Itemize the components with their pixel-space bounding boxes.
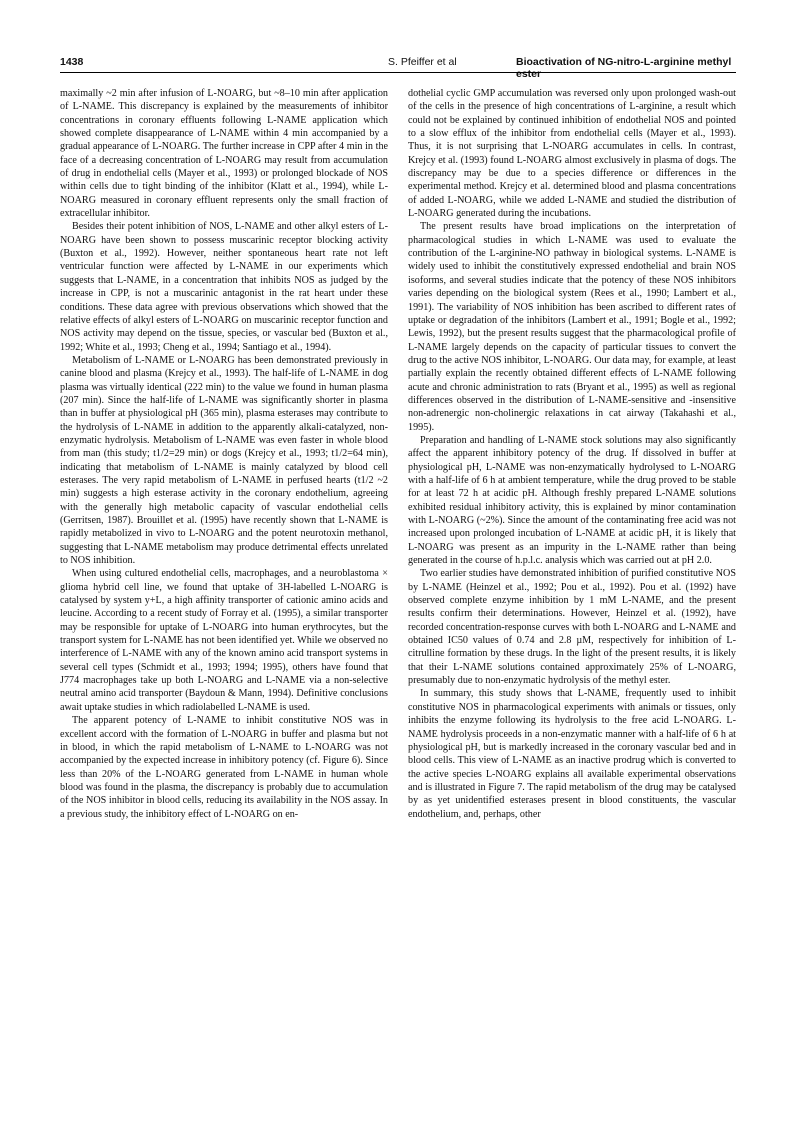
page-number: 1438 [60, 56, 84, 68]
paragraph: Two earlier studies have demonstrated inhibition of purified constitutive NOS by L-NAME (Heinzel et al., 1992; Pou et al., 1992). Pou et al. (1992) have observed complete enzyme inhibition by 1 mM L-NAME, and the present results confirm their determinations. However, Heinzel et al. (1992), have recorded concentration-response curves with both L-NOARG and L-NAME and obtained IC50 values of 0.74 and 2.8 µM, respectively for inhibition of L-citrulline formation by these drugs. In the light of the present results, it is likely that their L-NAME solutions contained approximately 25% of L-NOARG, presumably due to non-enzymatic hydrolysis of the methyl ester. [408, 568, 736, 687]
header-rule [60, 72, 736, 73]
running-authors: S. Pfeiffer et al [388, 56, 457, 68]
paragraph: Besides their potent inhibition of NOS, L-NAME and other alkyl esters of L-NOARG have been shown to possess muscarinic receptor blocking activity (Buxton et al., 1992). However, neither spontaneous heart rate not left ventricular function were affected by L-NAME in our experiments which suggests that L-NAME, in a concentration that inhibits NOS as judged by the increase in CPP, is not a muscarinic antagonist in the rat heart under these conditions. These data agree with previous observations which showed that the relative effects of alkyl esters of L-NOARG on muscarinic receptor function and NOS activity may depend on the tissue, species, or vascular bed (Buxton et al., 1992; White et al., 1993; Cheng et al., 1994; Santiago et al., 1994). [60, 221, 388, 353]
paragraph: dothelial cyclic GMP accumulation was reversed only upon prolonged wash-out of the cells in the presence of high concentrations of L-arginine, a result which could not be explained by continued inhibition of endothelial NOS and pointed to a slow efflux of the inhibitor from endothelial cells (Mayer et al., 1993). Thus, it is not surprising that L-NOARG accumulates in cells. In contrast, Krejcy et al. (1993) found L-NOARG almost exclusively in plasma of dogs. The discrepancy may be due to a species difference or differences in the experimental method. Krejcy et al. determined blood and plasma concentrations of added L-NOARG, while we added L-NAME and studied the distribution of L-NOARG generated during the incubations. [408, 88, 736, 220]
paragraph: When using cultured endothelial cells, macrophages, and a neuroblastoma × glioma hybrid cell line, we found that uptake of 3H-labelled L-NOARG is catalysed by system y+L, a high affinity transporter of cationic amino acids and leucine. According to a recent study of Forray et al. (1995), a similar transporter may be responsible for uptake of L-NOARG into human erythrocytes, but the transport system for L-NAME has not been identified yet. While we observed no interference of L-NAME with any of the known amino acid transport systems in several cell types (Schmidt et al., 1993; 1994; 1995), others have found that J774 macrophages take up both L-NOARG and L-NAME via a non-selective neutral amino acid transporter (Baydoun & Mann, 1994). Definitive conclusions await uptake studies in which radiolabelled L-NAME is used. [60, 568, 388, 713]
paragraph: Metabolism of L-NAME or L-NOARG has been demonstrated previously in canine blood and plasma (Krejcy et al., 1993). The half-life of L-NAME in dog plasma was virtually identical (222 min) to the value we found in human plasma (207 min). Since the half-life of L-NAME was significantly shorter in plasma than in buffer at physiological pH (365 min), plasma esterases may contribute to the hydrolysis of L-NAME in addition to the apparently alkali-catalyzed, non-enzymatic hydrolysis. Metabolism of L-NAME was even faster in whole blood from man (this study; t1/2=29 min) or dogs (Krejcy et al., 1993; t1/2=64 min), indicating that metabolism of L-NAME is mainly catalyzed by blood cell esterases. The very rapid metabolism of L-NAME in perfused hearts (t1/2 ~2 min) suggests a high esterase activity in the coronary endothelium, agreeing with the generally high metabolic capacity of vascular endothelial cells (Gerritsen, 1987). Brouillet et al. (1995) have recently shown that L-NAME is rapidly metabolized in vivo to L-NOARG and the potent neurotoxin methanol, suggesting that L-NAME metabolism may produce detrimental effects unrelated to NOS inhibition. [60, 354, 388, 567]
right-column [408, 87, 736, 1097]
paragraph: Preparation and handling of L-NAME stock solutions may also significantly affect the apparent inhibitory potency of the drug. If dissolved in buffer at physiological pH, L-NAME was non-enzymatically hydrolysed to L-NOARG with a half-life of 6 h at ambient temperature, while the drug proved to be stable for at least 72 h at acidic pH. Although freshly prepared L-NAME solutions exhibited residual inhibitory activity, this is explained by minor contamination with L-NOARG (~2%). Since the amount of the contaminating free acid was not increased upon prolonged incubation of L-NAME at acidic pH, it is likely that L-NOARG was present as an impurity in the L-NAME rather than being generated in the course of h.p.l.c. analysis which was carried out at pH 2.0. [408, 434, 736, 567]
paragraph: The present results have broad implications on the interpretation of pharmacological studies in which L-NAME was used to evaluate the contribution of the L-arginine-NO pathway in biological systems. L-NAME is widely used to inhibit the constitutively expressed endothelial and brain NOS isoforms, and several studies indicate that the potency of these NOS inhibitors varies depending on the biological system (Rees et al., 1990; Lambert et al., 1991). The variability of NOS inhibition has been ascribed to different rates of uptake or degradation of the inhibitors (Lambert et al., 1991; Bogle et al., 1992; Lewis, 1992), but the present results suggest that the pharmacological profile of L-NAME largely depends on the capacity of particular tissues to convert the drug to the active NOS inhibitor, L-NOARG. Our data may, for example, at least partially explain the recently obtained different effects of L-NAME following acute and chronic administration to rats (Bryant et al., 1995) as well as regional differences observed in the distribution of L-NAME-sensitive and -insensitive non-adrenergic non-cholinergic relaxations in cat airway (Takahashi et al., 1995). [408, 221, 736, 433]
paragraph: In summary, this study shows that L-NAME, frequently used to inhibit constitutive NOS in pharmacological experiments with animals or tissues, only inhibits the enzyme following its hydrolysis to the free acid L-NOARG. L-NAME hydrolysis proceeds in a non-enzymatic manner with a half-life of 6 h at physiological pH, but is markedly increased in the coronary vascular bed and in blood cells. This view of L-NAME as an inactive prodrug which is converted to the active species L-NOARG explains all available experimental observations and is illustrated in Figure 7. The rapid metabolism of the drug may be catalysed by as yet unidentified esterases present in blood constituents, the vascular endothelium, and, perhaps, other [408, 688, 736, 820]
paragraph: maximally ~2 min after infusion of L-NOARG, but ~8–10 min after application of L-NAME. This discrepancy is explained by the measurements of inhibitor concentrations in coronary effluents following L-NAME application which showed complete disappearance of L-NAME within 4 min accompanied by a gradual appearance of L-NOARG. The further increase in CPP after 4 min in the face of a decreasing concentration of L-NOARG may result from accumulation of drug in endothelial cells (Mayer et al., 1993) or prolonged blockade of NOS within cells due to tight binding of the inhibitor (Klatt et al., 1994), while L-NOARG measured in coronary effluent represents only the small fraction of extracellular inhibitor. [60, 88, 388, 220]
left-column [60, 87, 388, 1097]
running-header [60, 56, 736, 80]
running-title: Bioactivation of NG-nitro-L-arginine methyl ester [516, 56, 732, 80]
paragraph: The apparent potency of L-NAME to inhibit constitutive NOS was in excellent accord with the formation of L-NOARG in buffer and plasma but not in blood, in which the rapid metabolism of L-NAME to L-NOARG was not accompanied by the expected increase in inhibitory potency (cf. Figure 6). Since less than 20% of the L-NOARG generated from L-NAME in human whole blood was found in the plasma, the discrepancy is probably due to accumulation of the NOS inhibitor in blood cells, reducing its availability in the NOS assay. In a previous study, the inhibitory effect of L-NOARG on en- [60, 715, 388, 820]
